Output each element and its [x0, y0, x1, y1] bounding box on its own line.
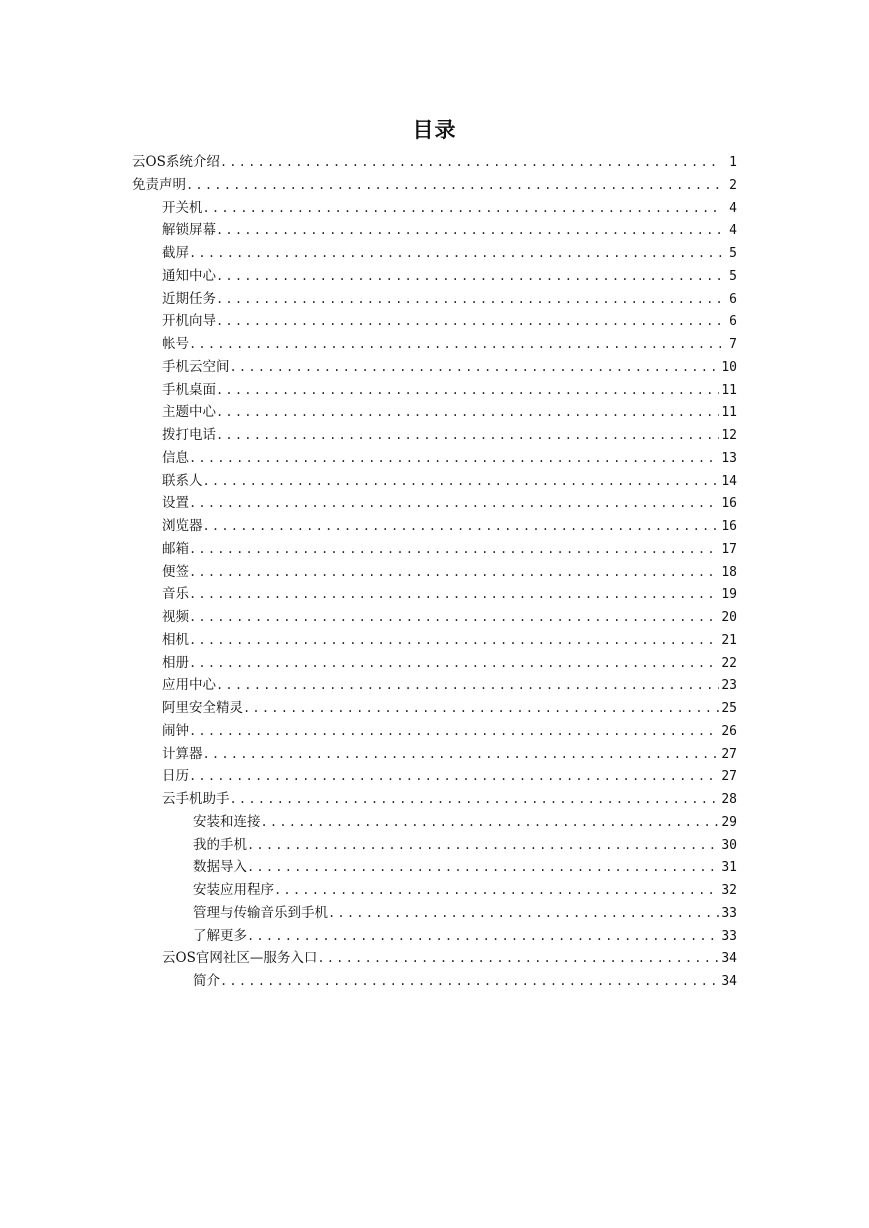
toc-entry-page-number: 2 [729, 177, 737, 193]
toc-entry[interactable] [193, 970, 737, 992]
toc-leader-dots [189, 720, 719, 742]
toc-entry-page-number: 23 [721, 678, 737, 694]
toc-leader-dots [216, 379, 719, 401]
toc-entry-label: 开机向导 [162, 313, 216, 330]
toc-entry-page-number: 32 [721, 883, 737, 898]
toc-leader-dots [203, 470, 720, 492]
toc-entry-label: 简介 [193, 973, 220, 989]
toc-leader-dots [216, 288, 721, 310]
toc-entry-label: 近期任务 [162, 290, 216, 307]
toc-entry-label: 安装和连接 [193, 813, 261, 830]
toc-leader-dots [220, 970, 719, 992]
toc-entry[interactable] [162, 720, 737, 742]
toc-leader-dots [189, 333, 721, 355]
toc-entry[interactable] [132, 151, 737, 173]
toc-leader-dots [189, 765, 719, 787]
toc-leader-dots [189, 583, 719, 605]
toc-entry-label: 云OS官网社区—服务入口 [162, 950, 318, 967]
toc-entry[interactable] [162, 242, 737, 264]
toc-leader-dots [189, 538, 719, 560]
toc-leader-dots [328, 902, 719, 924]
toc-leader-dots [216, 310, 721, 332]
toc-entry-page-number: 12 [721, 428, 737, 443]
toc-entry[interactable] [162, 515, 737, 537]
toc-leader-dots [216, 674, 719, 696]
toc-entry-page-number: 4 [729, 223, 737, 239]
toc-entry[interactable] [162, 629, 737, 651]
toc-leader-dots [216, 401, 719, 423]
toc-entry-page-number: 34 [721, 951, 737, 967]
toc-entry[interactable] [162, 219, 737, 241]
toc-entry-label: 开关机 [162, 199, 203, 216]
page-title: 目录 [412, 118, 457, 142]
toc-leader-dots [189, 652, 719, 674]
toc-leader-dots [247, 925, 719, 947]
toc-entry-label: 手机云空间 [162, 358, 230, 375]
toc-entry-page-number: 19 [721, 587, 737, 603]
toc-entry-page-number: 11 [721, 405, 737, 421]
toc-entry-page-number: 6 [729, 291, 737, 307]
toc-entry[interactable] [162, 356, 737, 378]
toc-entry-page-number: 5 [729, 268, 737, 284]
toc-leader-dots [247, 834, 719, 856]
toc-entry-label: 音乐 [162, 586, 189, 603]
toc-leader-dots [216, 219, 721, 241]
toc-entry[interactable] [193, 902, 737, 924]
toc-entry-label: 计算器 [162, 745, 203, 762]
toc-entry[interactable] [162, 765, 737, 787]
toc-entry-label: 通知中心 [162, 267, 216, 284]
toc-leader-dots [261, 811, 720, 833]
toc-entry[interactable] [132, 174, 737, 196]
toc-entry-page-number: 26 [721, 723, 737, 739]
toc-leader-dots [186, 174, 721, 196]
toc-leader-dots [189, 242, 721, 264]
toc-entry-label: 浏览器 [162, 518, 203, 534]
toc-entry-page-number: 33 [721, 905, 737, 921]
toc-leader-dots [247, 856, 719, 878]
toc-leader-dots [317, 947, 719, 969]
toc-entry-page-number: 6 [729, 314, 737, 330]
toc-entry[interactable] [162, 788, 737, 810]
toc-entry-label: 我的手机 [193, 836, 247, 853]
toc-entry-label: 安装应用程序 [193, 882, 274, 898]
toc-entry-label: 管理与传输音乐到手机 [193, 904, 328, 921]
toc-entry[interactable] [162, 743, 737, 765]
toc-entry[interactable] [162, 265, 737, 287]
toc-entry-label: 日历 [162, 768, 189, 785]
toc-entry-page-number: 21 [721, 632, 737, 648]
toc-entry[interactable] [162, 401, 737, 423]
toc-entry-page-number: 22 [721, 655, 737, 671]
toc-entry-label: 设置 [162, 495, 189, 512]
toc-entry-label: 手机桌面 [162, 381, 216, 398]
toc-entry-page-number: 4 [729, 200, 737, 216]
toc-leader-dots [189, 447, 719, 469]
toc-entry-page-number: 7 [729, 337, 737, 352]
toc-entry-label: 数据导入 [193, 859, 247, 876]
toc-leader-dots [243, 697, 719, 719]
toc-entry-page-number: 10 [721, 359, 737, 375]
toc-entry[interactable] [162, 492, 737, 514]
toc-entry[interactable] [162, 288, 737, 310]
toc-entry[interactable] [162, 470, 737, 492]
toc-leader-dots [216, 265, 721, 287]
toc-entry[interactable] [162, 379, 737, 401]
toc-entry-label: 相册 [162, 654, 189, 671]
toc-entry-label: 视频 [162, 609, 189, 625]
toc-leader-dots [230, 356, 720, 378]
toc-leader-dots [216, 424, 719, 446]
toc-entry-page-number: 20 [721, 610, 737, 625]
toc-entry[interactable] [162, 561, 737, 583]
toc-entry-label: 了解更多 [193, 927, 247, 944]
toc-entry[interactable] [162, 652, 737, 674]
toc-entry-page-number: 27 [721, 746, 737, 762]
toc-entry-page-number: 1 [729, 155, 737, 170]
toc-entry-label: 免责声明 [132, 176, 186, 193]
toc-entry-label: 联系人 [162, 472, 203, 489]
toc-entry-label: 主题中心 [162, 404, 216, 421]
toc-leader-dots [203, 197, 722, 219]
toc-leader-dots [203, 515, 720, 537]
toc-entry-page-number: 34 [721, 974, 737, 989]
toc-entry[interactable] [162, 333, 737, 355]
toc-entry[interactable] [162, 310, 737, 332]
toc-entry-label: 云OS系统介绍 [132, 154, 220, 170]
toc-entry-page-number: 28 [721, 792, 737, 807]
toc-entry-label: 邮箱 [162, 540, 189, 557]
toc-entry-page-number: 13 [721, 450, 737, 466]
toc-leader-dots [220, 151, 721, 173]
toc-entry-label: 相机 [162, 631, 189, 648]
toc-entry-page-number: 27 [721, 769, 737, 785]
toc-entry-label: 帐号 [162, 336, 189, 352]
toc-entry-label: 截屏 [162, 245, 189, 261]
toc-entry[interactable] [193, 811, 737, 833]
toc-leader-dots [189, 492, 719, 514]
toc-entry[interactable] [162, 583, 737, 605]
toc-entry[interactable] [193, 834, 737, 856]
toc-entry[interactable] [193, 856, 737, 878]
toc-entry-label: 闹钟 [162, 722, 189, 739]
toc-leader-dots [189, 561, 719, 583]
toc-entry-page-number: 31 [721, 860, 737, 876]
toc-entry-page-number: 18 [721, 564, 737, 580]
toc-entry-label: 拨打电话 [162, 427, 216, 443]
toc-leader-dots [274, 879, 719, 901]
toc-entry-label: 阿里安全精灵 [162, 700, 243, 716]
toc-leader-dots [189, 629, 719, 651]
toc-entry[interactable] [162, 424, 737, 446]
toc-entry-page-number: 16 [721, 519, 737, 534]
toc-leader-dots [189, 606, 719, 628]
toc-entry[interactable] [162, 947, 737, 969]
toc-entry-label: 云手机助手 [162, 791, 230, 807]
toc-entry-label: 信息 [162, 449, 189, 466]
toc-entry[interactable] [193, 879, 737, 901]
toc-entry-label: 应用中心 [162, 677, 216, 694]
toc-entry-label: 解锁屏幕 [162, 222, 216, 239]
toc-leader-dots [230, 788, 720, 810]
toc-entry-page-number: 29 [721, 814, 737, 830]
toc-entry-page-number: 33 [721, 928, 737, 944]
toc-leader-dots [203, 743, 720, 765]
toc-entry[interactable] [162, 606, 737, 628]
toc-entry-page-number: 11 [721, 382, 737, 398]
toc-entry-page-number: 14 [721, 473, 737, 489]
toc-entry-page-number: 16 [721, 496, 737, 512]
toc-entry-page-number: 30 [721, 837, 737, 853]
toc-entry[interactable] [162, 697, 737, 719]
toc-entry-page-number: 25 [721, 701, 737, 716]
toc-entry[interactable] [162, 538, 737, 560]
toc-entry[interactable] [162, 197, 737, 219]
toc-entry[interactable] [162, 674, 737, 696]
toc-entry-page-number: 17 [721, 541, 737, 557]
toc-entry[interactable] [162, 447, 737, 469]
toc-entry-page-number: 5 [729, 246, 737, 261]
toc-entry[interactable] [193, 925, 737, 947]
toc-entry-label: 便签 [162, 563, 189, 580]
